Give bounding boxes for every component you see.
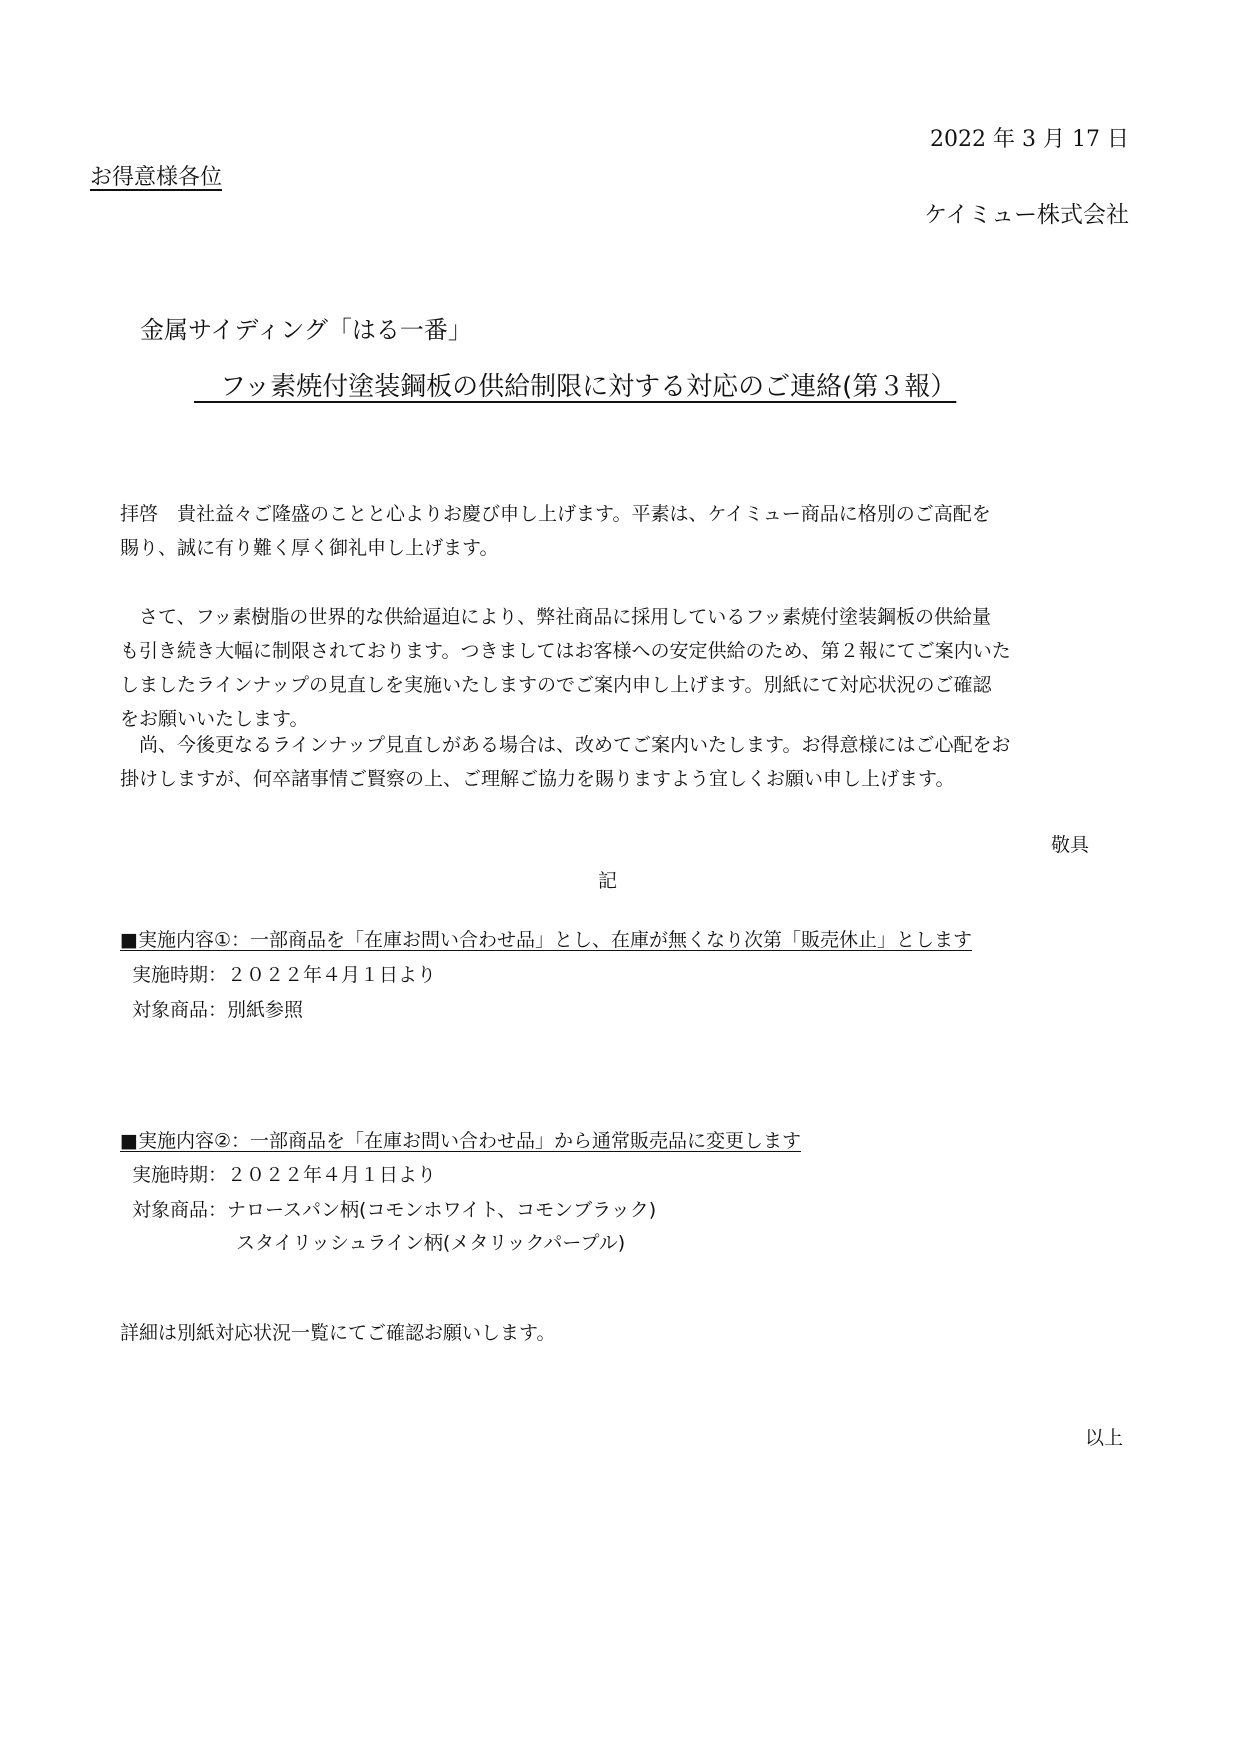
item2-target-continued: スタイリッシュライン柄(メタリックパープル) <box>236 1232 626 1254</box>
item1-target: 対象商品：別紙参照 <box>132 999 304 1021</box>
main-paragraph <box>120 600 1100 736</box>
ki-marker: 記 <box>598 870 618 892</box>
closing-keigu: 敬具 <box>1050 834 1089 856</box>
item2-heading: ■実施内容②：一部商品を「在庫お問い合わせ品」から通常販売品に変更します <box>120 1130 801 1152</box>
item2-target: 対象商品：ナロースパン柄(コモンホワイト、コモンブラック) <box>132 1199 657 1221</box>
closing-ijou: 以上 <box>1084 1427 1123 1449</box>
item1-period: 実施時期：２０２２年４月１日より <box>132 964 437 986</box>
addressee: お得意様各位 <box>90 165 223 190</box>
text-line: 掛けしますが、何卒諸事情ご賢察の上、ご理解ご協力を賜りますよう宜しくお願い申し上げます。 <box>120 768 955 790</box>
text-line: をお願いいたします。 <box>120 708 309 730</box>
item1-heading: ■実施内容①：一部商品を「在庫お問い合わせ品」とし、在庫が無くなり次第「販売休止」とします <box>120 929 972 951</box>
document-title: フッ素焼付塗装鋼板の供給制限に対する対応のご連絡(第３報） <box>194 372 957 402</box>
document-date: 2022 年 3 月 17 日 <box>930 127 1129 152</box>
text-line: 賜り、誠に有り難く厚く御礼申し上げます。 <box>120 537 499 559</box>
detail-note: 詳細は別紙対応状況一覧にてご確認お願いします。 <box>120 1322 556 1344</box>
subject-product-line: 金属サイディング「はる一番」 <box>140 316 472 344</box>
greeting-paragraph <box>120 497 1100 565</box>
item2-period: 実施時期：２０２２年４月１日より <box>132 1164 437 1186</box>
text-line: さて、フッ素樹脂の世界的な供給逼迫により、弊社商品に採用しているフッ素焼付塗装鋼板の供給量 <box>120 606 991 628</box>
text-line: 尚、今後更なるラインナップ見直しがある場合は、改めてご案内いたします。お得意様にはご心配をお <box>120 734 1011 756</box>
text-line: しましたラインナップの見直しを実施いたしますのでご案内申し上げます。別紙にて対応状況のご確認 <box>120 674 992 696</box>
text-line: 拝啓 貴社益々ご隆盛のことと心よりお慶び申し上げます。平素は、ケイミュー商品に格別のご高配を <box>120 503 991 525</box>
text-line: も引き続き大幅に制限されております。つきましてはお客様への安定供給のため、第２報にてご案内いた <box>120 640 1011 662</box>
sender-company: ケイミュー株式会社 <box>924 202 1129 228</box>
note-paragraph <box>120 728 1100 796</box>
